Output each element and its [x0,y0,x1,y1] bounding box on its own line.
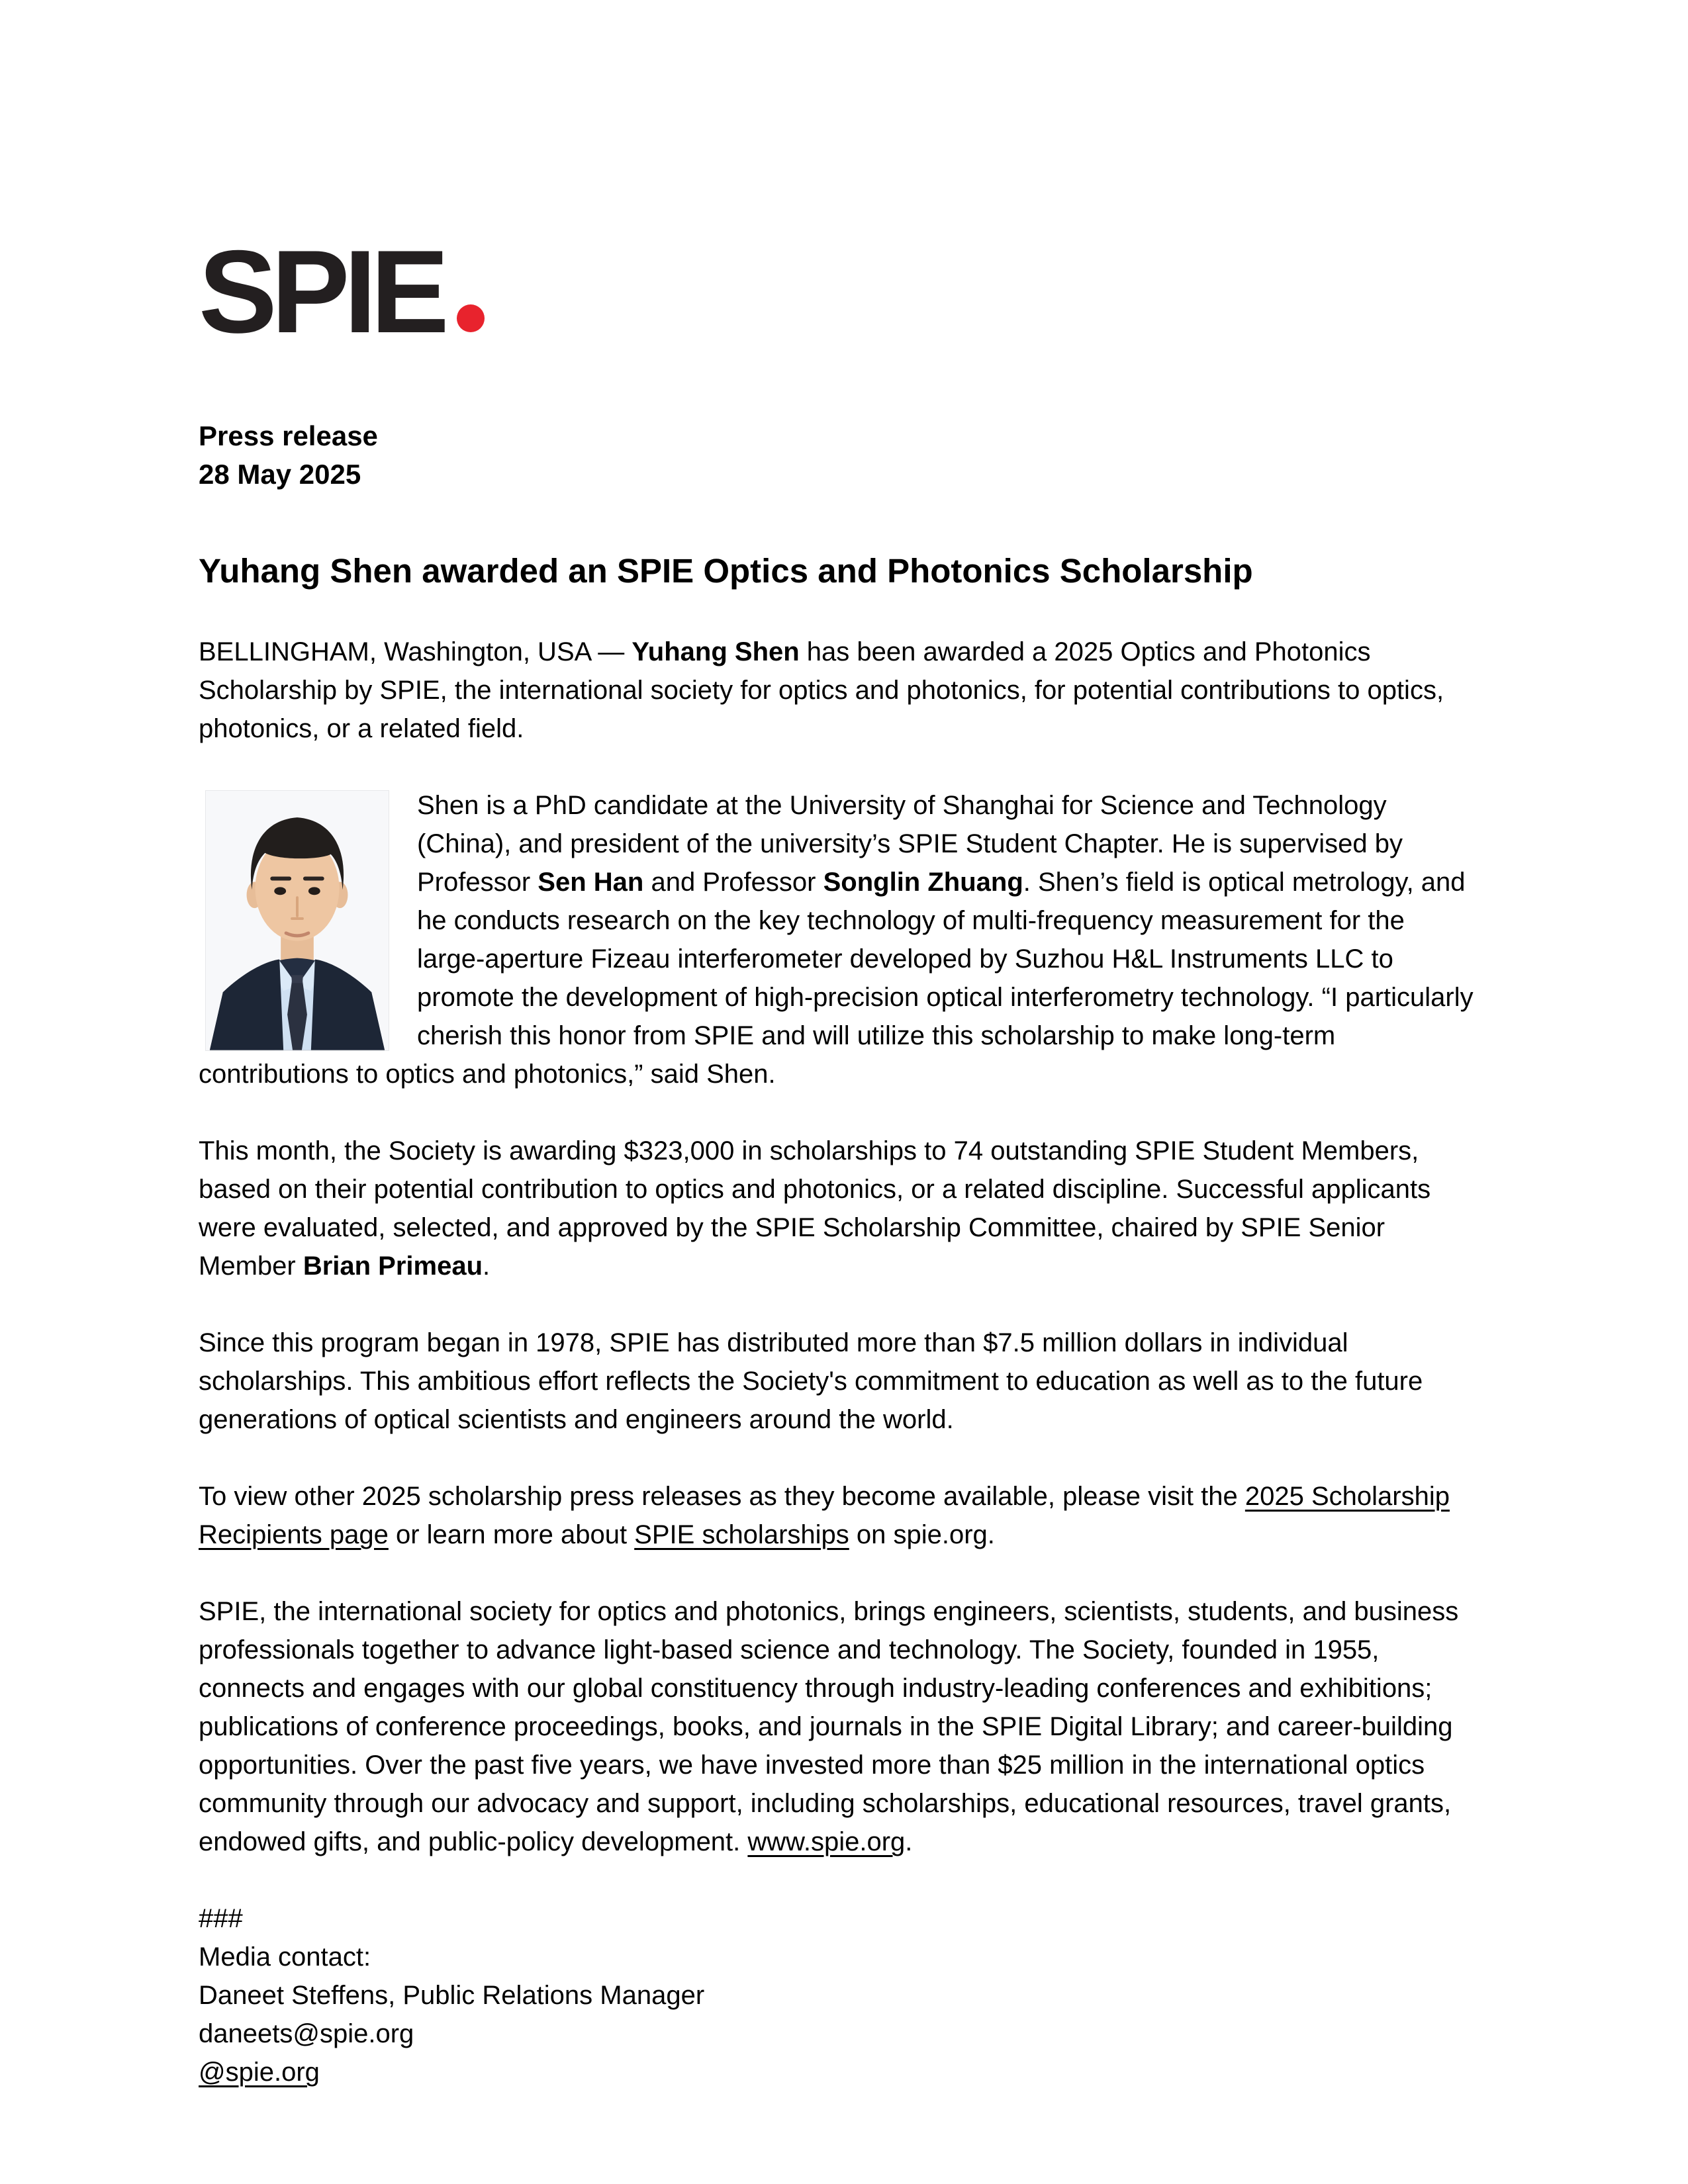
contact-name: Daneet Steffens, Public Relations Manager [199,1981,705,2010]
boilerplate-text: SPIE, the international society for optics and photonics, brings engineers, scientists, students, and business professionals together to advance light-based science and technology. The Society, founded in 1955, connects and engages with our global constituency through industry-leading conferences and exhibitions; publications of conference proceedings, books, and journals in the SPIE Digital Library; and career-building opportunities. Over the past five years, we have invested more than $25 million in the international optics community through our advocacy and support, including scholarships, educational resources, travel grants, endowed gifts, and public-policy development. [199,1597,1459,1856]
bio-text-lead: Shen is a PhD candidate at the University of Shanghai for Science and Technology (China), and president of the university’s SPIE Student Chapter. He is supervised by Professor [417,791,1403,897]
links-text-mid: or learn more about [388,1520,635,1549]
links-paragraph [199,1477,1476,1554]
professor-sen-han: Sen Han [538,868,644,897]
committee-chair-name: Brian Primeau [303,1251,483,1281]
intro-text-rest: has been awarded a 2025 Optics and Photonics Scholarship by SPIE, the international society for optics and photonics, for potential contributions to optics, photonics, or a related field. [199,637,1444,743]
recipient-photo [205,790,389,1051]
awards-text-end: . [483,1251,491,1281]
professor-songlin-zhuang: Songlin Zhuang [823,868,1023,897]
links-text-end: on spie.org. [849,1520,995,1549]
headline: Yuhang Shen awarded an SPIE Optics and Photonics Scholarship [199,552,1253,590]
logo-text: SPIE [199,226,444,357]
bio-text-rest: . Shen’s field is optical metrology, and he conducts research on the key technology of multi-frequency measurement for the large-aperture Fizeau interferometer developed by Suzhou H&L Instruments LLC to promote the development of high-precision optical interferometry technology. “I particularly cherish this honor from SPIE and will utilize this scholarship to make long-term contributions to optics and photonics,” said Shen. [199,868,1474,1089]
boilerplate-text-end: . [905,1827,913,1856]
media-contact-label: Media contact: [199,1942,371,1972]
logo-dot-icon [457,304,485,332]
bio-paragraph [199,786,1476,1093]
recipient-name: Yuhang Shen [632,637,800,666]
contact-email: daneets@spie.org [199,2019,414,2048]
intro-paragraph [199,633,1476,748]
history-paragraph: Since this program began in 1978, SPIE has distributed more than $7.5 million dollars in individual scholarships. This ambitious effort reflects the Society's commitment to education as well as to the future generations of optical scientists and engineers around the world. [199,1328,1423,1434]
press-release-label: Press release [199,420,378,451]
intro-text-lead: BELLINGHAM, Washington, USA — [199,637,632,666]
release-date: 28 May 2025 [199,459,361,490]
bio-text-mid: and Professor [643,868,823,897]
spie-scholarships-link[interactable]: SPIE scholarships [634,1520,849,1549]
portrait-illustration [206,791,389,1050]
social-handle-link[interactable]: @spie.org [199,2058,320,2087]
scholarship-recipients-link[interactable]: 2025 Scholarship Recipients page [199,1482,1450,1549]
media-contact-block [199,1899,1476,2091]
awards-text-lead: This month, the Society is awarding $323,000 in scholarships to 74 outstanding SPIE Student Members, based on their potential contribution to optics and photonics, or a related discipline. Successful applicants were evaluated, selected, and approved by the SPIE Scholarship Committee, chaired by SPIE Senior Member [199,1136,1431,1281]
spie-logo [199,226,1476,357]
awards-paragraph [199,1132,1476,1285]
spie-website-link[interactable]: www.spie.org [747,1827,906,1856]
boilerplate-paragraph [199,1592,1476,1861]
links-text-lead: To view other 2025 scholarship press releases as they become available, please visit the [199,1482,1245,1511]
end-marker: ### [199,1904,243,1933]
